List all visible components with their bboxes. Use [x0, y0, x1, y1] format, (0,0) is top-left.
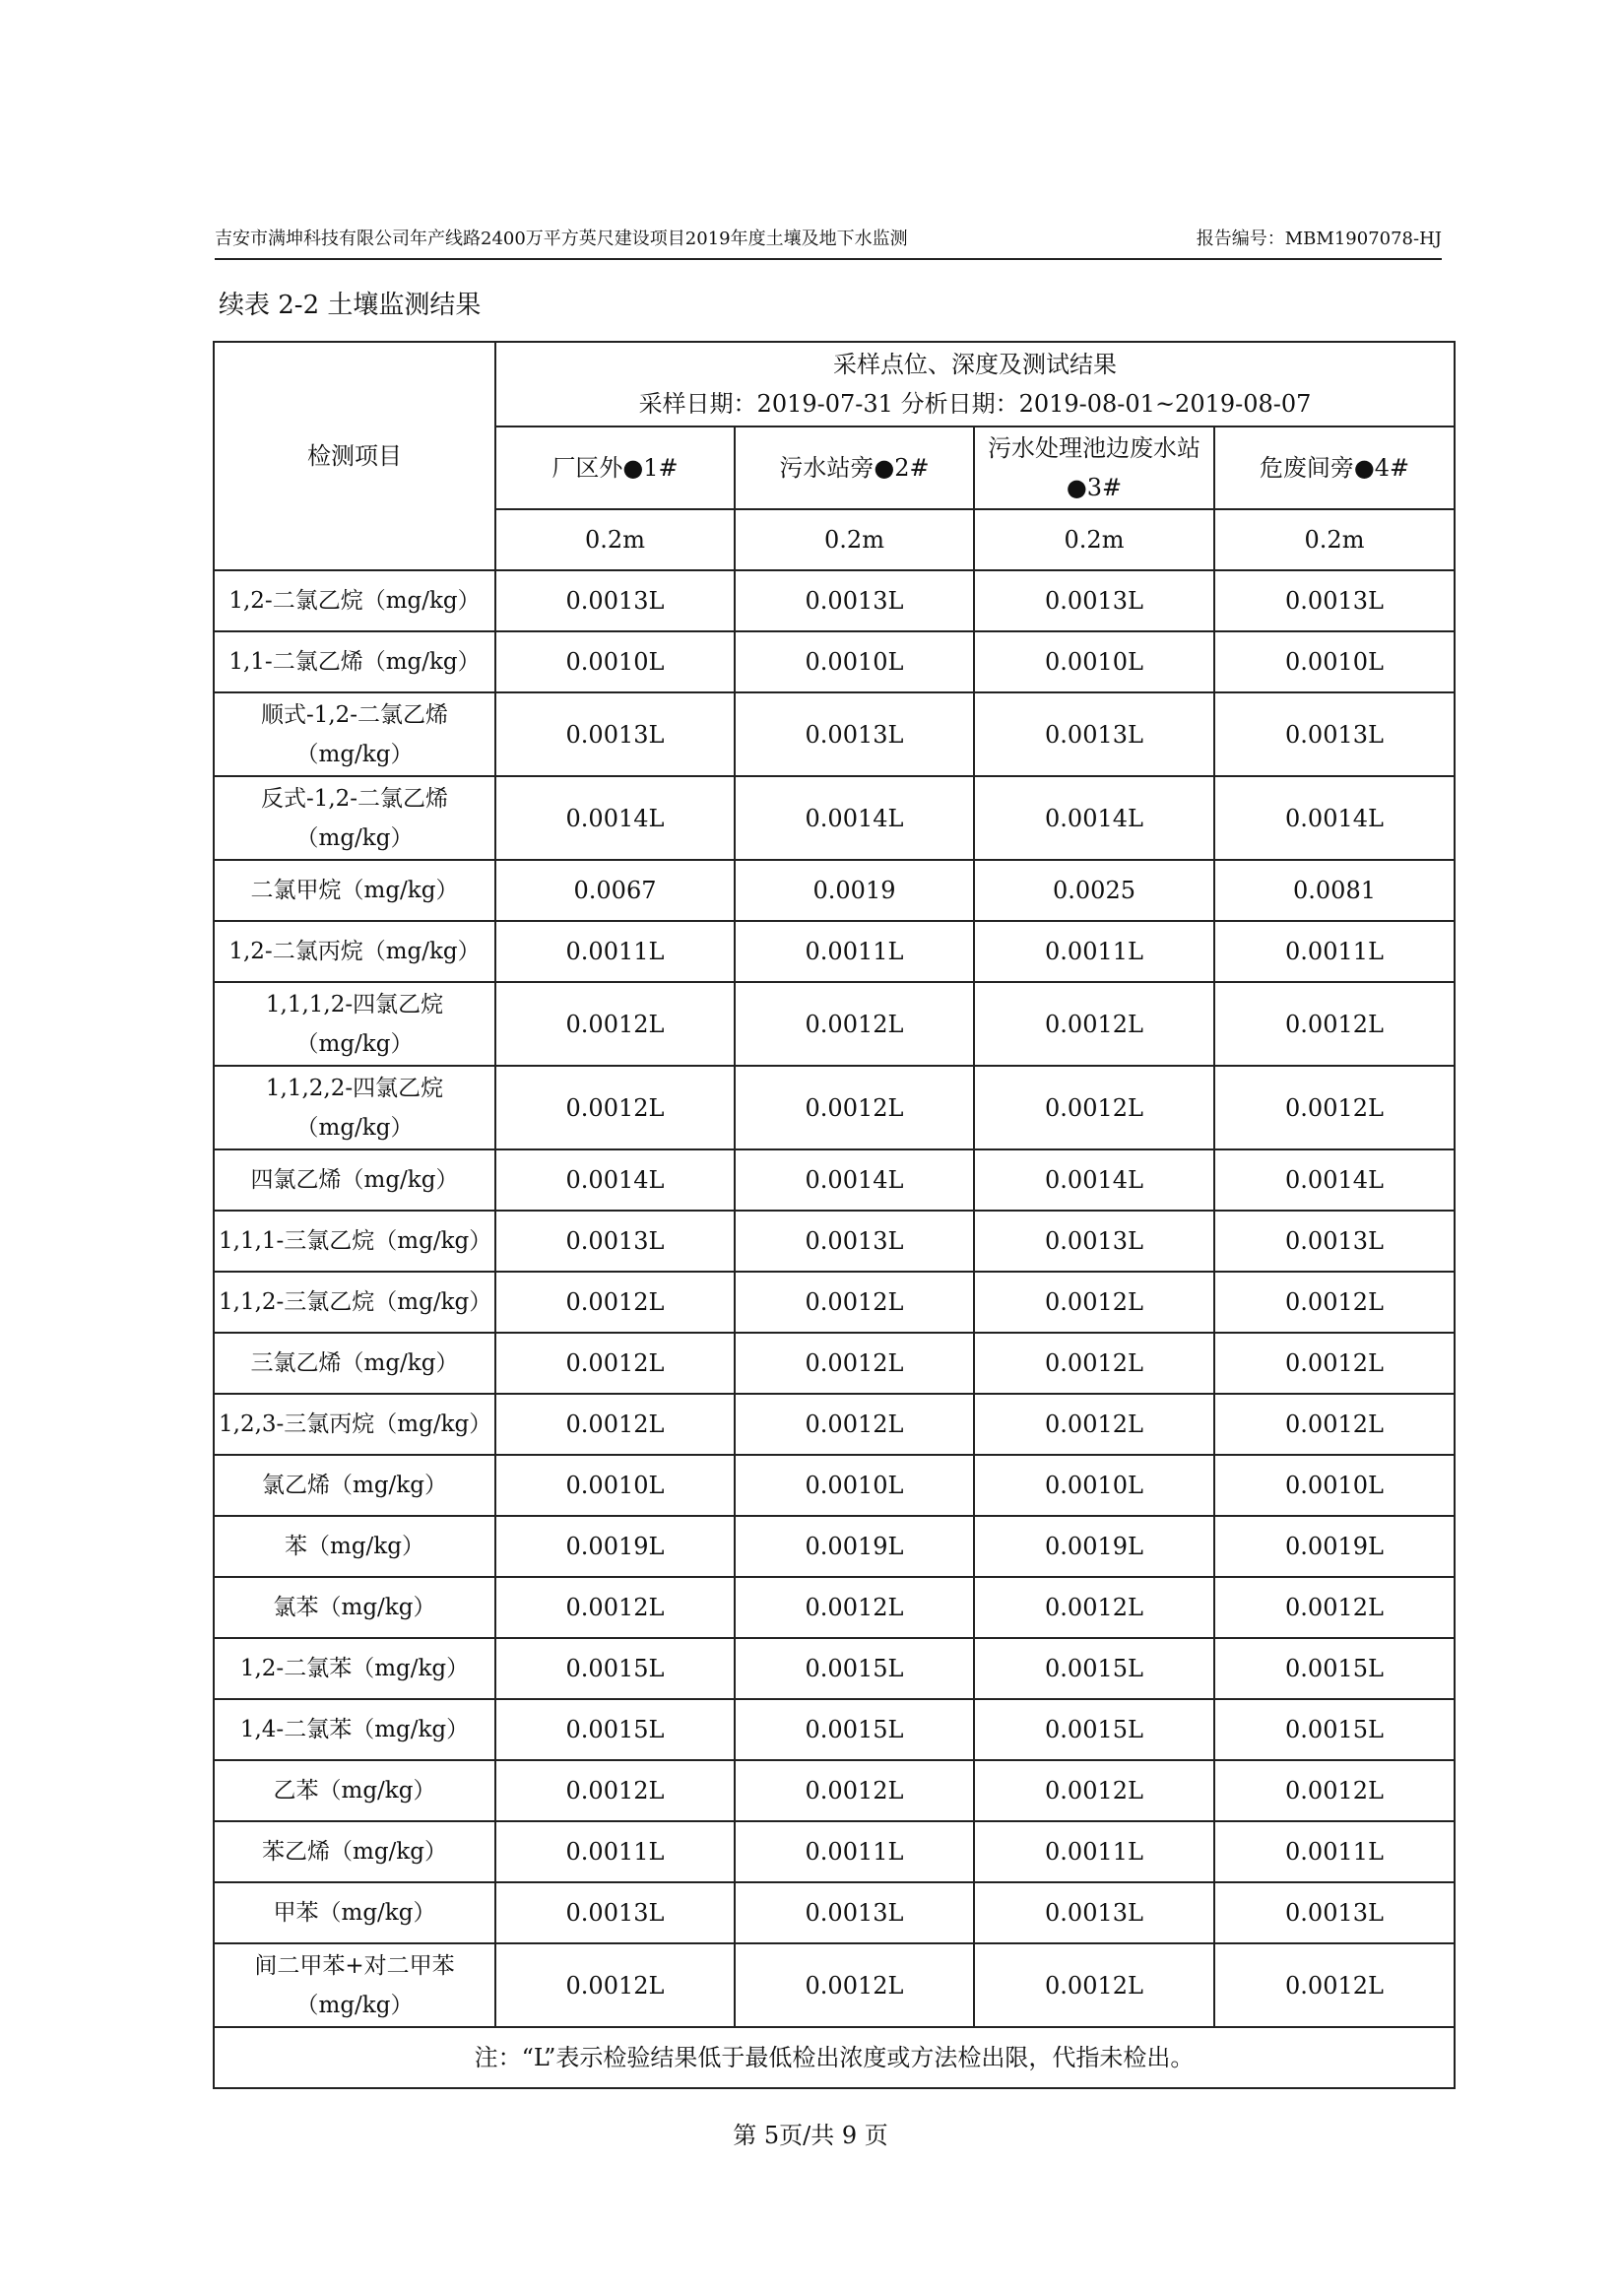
table-row	[214, 1272, 1455, 1333]
result-value: 0.0012L	[495, 1333, 735, 1394]
result-value: 0.0012L	[735, 982, 974, 1066]
page-number: 第 5页/共 9 页	[733, 2122, 888, 2149]
item-name: 氯苯（mg/kg）	[214, 1577, 495, 1638]
result-value: 0.0014L	[1214, 1149, 1455, 1211]
item-name: 1,1,1,2-四氯乙烷（mg/kg）	[214, 982, 495, 1066]
result-value: 0.0011L	[495, 1821, 735, 1882]
result-value: 0.0011L	[1214, 1821, 1455, 1882]
result-value: 0.0013L	[495, 1211, 735, 1272]
result-value: 0.0013L	[1214, 1882, 1455, 1943]
page-header	[215, 223, 1442, 260]
result-value: 0.0015L	[735, 1699, 974, 1760]
table-row	[214, 1333, 1455, 1394]
result-value: 0.0013L	[974, 570, 1214, 631]
group-header-title: 采样点位、深度及测试结果	[833, 351, 1117, 378]
result-value: 0.0012L	[1214, 1760, 1455, 1821]
item-name: 反式-1,2-二氯乙烯（mg/kg）	[214, 776, 495, 860]
depth-header: 0.2m	[735, 509, 974, 570]
result-value: 0.0019L	[735, 1516, 974, 1577]
report-title: 吉安市满坤科技有限公司年产线路2400万平方英尺建设项目2019年度土壤及地下水监测	[215, 229, 908, 249]
result-value: 0.0013L	[974, 692, 1214, 776]
result-value: 0.0012L	[495, 1943, 735, 2027]
result-value: 0.0012L	[735, 1577, 974, 1638]
result-value: 0.0015L	[974, 1699, 1214, 1760]
item-name: 1,1-二氯乙烯（mg/kg）	[214, 631, 495, 692]
item-name: 苯乙烯（mg/kg）	[214, 1821, 495, 1882]
result-value: 0.0012L	[1214, 1394, 1455, 1455]
soil-results-table	[213, 341, 1456, 2089]
result-value: 0.0011L	[1214, 921, 1455, 982]
sampling-dates: 采样日期：2019-07-31 分析日期：2019-08-01~2019-08-07	[638, 390, 1312, 418]
depth-header: 0.2m	[974, 509, 1214, 570]
site-header: 污水站旁●2#	[735, 426, 974, 509]
result-value: 0.0013L	[974, 1882, 1214, 1943]
table-row	[214, 1821, 1455, 1882]
item-name: 1,1,1-三氯乙烷（mg/kg）	[214, 1211, 495, 1272]
result-value: 0.0012L	[974, 1943, 1214, 2027]
result-value: 0.0013L	[495, 1882, 735, 1943]
result-value: 0.0013L	[495, 570, 735, 631]
result-value: 0.0014L	[735, 1149, 974, 1211]
result-value: 0.0012L	[495, 982, 735, 1066]
table-row	[214, 860, 1455, 921]
result-value: 0.0010L	[1214, 631, 1455, 692]
item-name: 1,2-二氯丙烷（mg/kg）	[214, 921, 495, 982]
table-row	[214, 1943, 1455, 2027]
result-value: 0.0012L	[1214, 1066, 1455, 1149]
table-row	[214, 1211, 1455, 1272]
table-row	[214, 1577, 1455, 1638]
table-row	[214, 1066, 1455, 1149]
table-row	[214, 982, 1455, 1066]
item-name: 甲苯（mg/kg）	[214, 1882, 495, 1943]
result-value: 0.0012L	[735, 1394, 974, 1455]
result-value: 0.0012L	[495, 1577, 735, 1638]
table-row	[214, 1699, 1455, 1760]
depth-header: 0.2m	[495, 509, 735, 570]
table-row	[214, 1455, 1455, 1516]
item-name: 乙苯（mg/kg）	[214, 1760, 495, 1821]
result-value: 0.0013L	[735, 1882, 974, 1943]
result-value: 0.0012L	[735, 1066, 974, 1149]
result-value: 0.0011L	[974, 1821, 1214, 1882]
result-value: 0.0013L	[735, 1211, 974, 1272]
result-value: 0.0081	[1214, 860, 1455, 921]
group-header	[495, 342, 1455, 426]
result-value: 0.0067	[495, 860, 735, 921]
item-column-header: 检测项目	[214, 342, 495, 570]
result-value: 0.0012L	[495, 1760, 735, 1821]
site-header: 危废间旁●4#	[1214, 426, 1455, 509]
item-name: 苯（mg/kg）	[214, 1516, 495, 1577]
result-value: 0.0012L	[735, 1333, 974, 1394]
result-value: 0.0012L	[495, 1272, 735, 1333]
table-caption: 续表 2-2 土壤监测结果	[219, 291, 482, 320]
item-name: 1,2-二氯乙烷（mg/kg）	[214, 570, 495, 631]
result-value: 0.0012L	[974, 1394, 1214, 1455]
site-header: 污水处理池边废水站●3#	[974, 426, 1214, 509]
result-value: 0.0011L	[495, 921, 735, 982]
item-name: 四氯乙烯（mg/kg）	[214, 1149, 495, 1211]
result-value: 0.0012L	[974, 1577, 1214, 1638]
table-row	[214, 692, 1455, 776]
result-value: 0.0019	[735, 860, 974, 921]
result-value: 0.0012L	[735, 1943, 974, 2027]
item-name: 1,4-二氯苯（mg/kg）	[214, 1699, 495, 1760]
table-note: 注：“L”表示检验结果低于最低检出浓度或方法检出限，代指未检出。	[214, 2027, 1455, 2088]
result-value: 0.0011L	[974, 921, 1214, 982]
result-value: 0.0012L	[1214, 1333, 1455, 1394]
table-row	[214, 1638, 1455, 1699]
result-value: 0.0019L	[974, 1516, 1214, 1577]
table-note-row	[214, 2027, 1455, 2088]
table-header-row-1	[214, 342, 1455, 426]
result-value: 0.0015L	[495, 1699, 735, 1760]
result-value: 0.0012L	[974, 1760, 1214, 1821]
result-value: 0.0012L	[735, 1272, 974, 1333]
result-value: 0.0013L	[1214, 1211, 1455, 1272]
result-value: 0.0012L	[495, 1066, 735, 1149]
result-value: 0.0011L	[735, 921, 974, 982]
result-value: 0.0015L	[1214, 1638, 1455, 1699]
item-name: 1,1,2,2-四氯乙烷（mg/kg）	[214, 1066, 495, 1149]
result-value: 0.0013L	[735, 570, 974, 631]
table-row	[214, 1882, 1455, 1943]
result-value: 0.0010L	[495, 1455, 735, 1516]
depth-header: 0.2m	[1214, 509, 1455, 570]
result-value: 0.0012L	[735, 1760, 974, 1821]
table-row	[214, 631, 1455, 692]
table-row	[214, 921, 1455, 982]
result-value: 0.0012L	[1214, 1272, 1455, 1333]
item-name: 1,1,2-三氯乙烷（mg/kg）	[214, 1272, 495, 1333]
item-name: 顺式-1,2-二氯乙烯（mg/kg）	[214, 692, 495, 776]
table-row	[214, 1760, 1455, 1821]
result-value: 0.0014L	[495, 776, 735, 860]
result-value: 0.0013L	[495, 692, 735, 776]
result-value: 0.0012L	[974, 1272, 1214, 1333]
item-name: 三氯乙烯（mg/kg）	[214, 1333, 495, 1394]
result-value: 0.0010L	[495, 631, 735, 692]
result-value: 0.0010L	[735, 631, 974, 692]
item-name: 1,2,3-三氯丙烷（mg/kg）	[214, 1394, 495, 1455]
table-row	[214, 570, 1455, 631]
result-value: 0.0015L	[1214, 1699, 1455, 1760]
result-value: 0.0013L	[735, 692, 974, 776]
result-value: 0.0014L	[974, 776, 1214, 860]
result-value: 0.0014L	[735, 776, 974, 860]
result-value: 0.0012L	[1214, 1943, 1455, 2027]
site-header: 厂区外●1#	[495, 426, 735, 509]
result-value: 0.0015L	[735, 1638, 974, 1699]
item-name: 间二甲苯+对二甲苯（mg/kg）	[214, 1943, 495, 2027]
result-value: 0.0025	[974, 860, 1214, 921]
result-value: 0.0012L	[1214, 982, 1455, 1066]
item-name: 二氯甲烷（mg/kg）	[214, 860, 495, 921]
table-row	[214, 1516, 1455, 1577]
result-value: 0.0012L	[495, 1394, 735, 1455]
result-value: 0.0013L	[1214, 570, 1455, 631]
result-value: 0.0015L	[974, 1638, 1214, 1699]
result-value: 0.0010L	[735, 1455, 974, 1516]
table-row	[214, 1394, 1455, 1455]
result-value: 0.0015L	[495, 1638, 735, 1699]
result-value: 0.0011L	[735, 1821, 974, 1882]
result-value: 0.0010L	[974, 1455, 1214, 1516]
result-value: 0.0019L	[1214, 1516, 1455, 1577]
item-name: 1,2-二氯苯（mg/kg）	[214, 1638, 495, 1699]
table-row	[214, 776, 1455, 860]
result-value: 0.0012L	[974, 1066, 1214, 1149]
result-value: 0.0013L	[974, 1211, 1214, 1272]
result-value: 0.0010L	[974, 631, 1214, 692]
result-value: 0.0012L	[974, 982, 1214, 1066]
result-value: 0.0013L	[1214, 692, 1455, 776]
result-value: 0.0014L	[974, 1149, 1214, 1211]
report-number: 报告编号：MBM1907078-HJ	[1196, 229, 1442, 249]
result-value: 0.0012L	[974, 1333, 1214, 1394]
result-value: 0.0014L	[495, 1149, 735, 1211]
result-value: 0.0010L	[1214, 1455, 1455, 1516]
result-value: 0.0012L	[1214, 1577, 1455, 1638]
item-name: 氯乙烯（mg/kg）	[214, 1455, 495, 1516]
table-row	[214, 1149, 1455, 1211]
result-value: 0.0019L	[495, 1516, 735, 1577]
result-value: 0.0014L	[1214, 776, 1455, 860]
